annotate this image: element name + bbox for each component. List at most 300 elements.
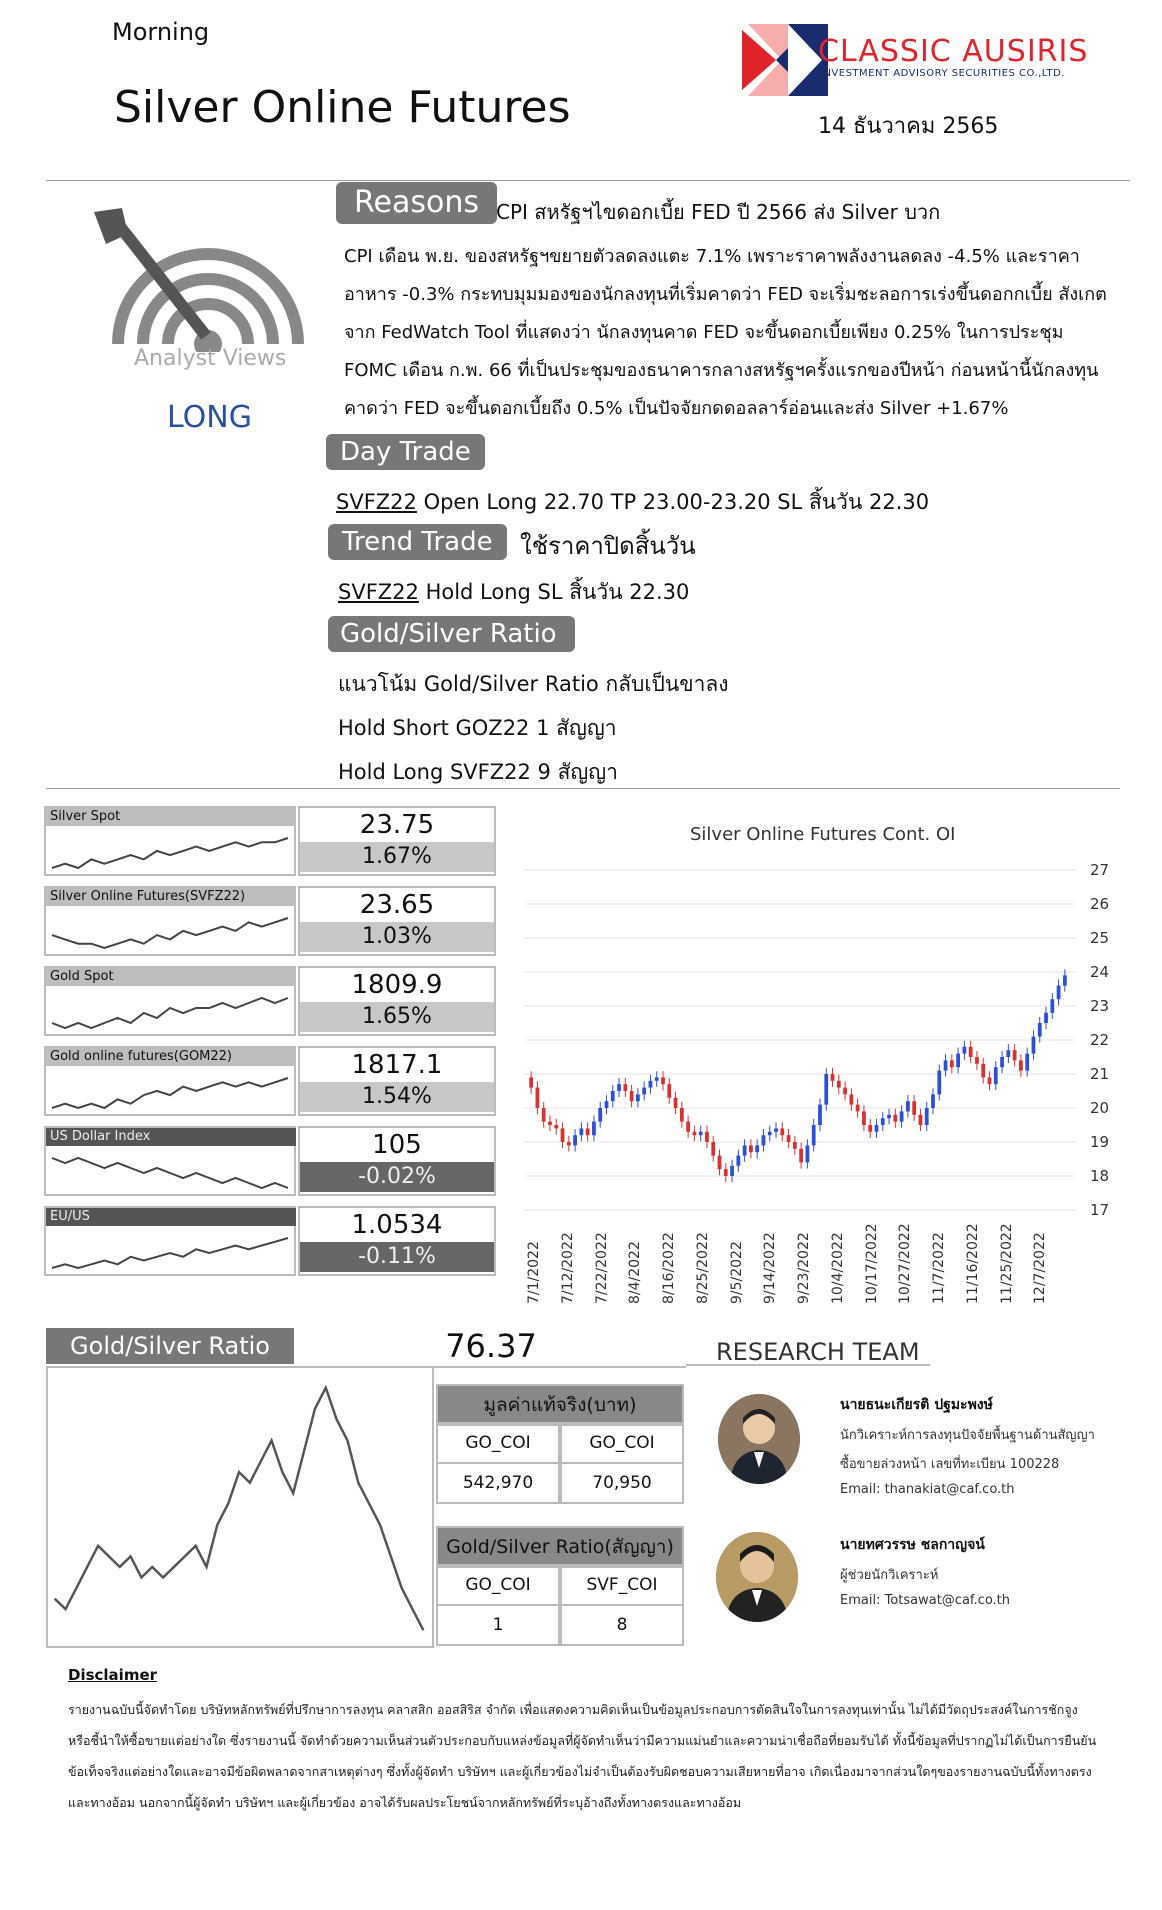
value-table-cell: 70,950 bbox=[560, 1462, 684, 1504]
candlestick-chart bbox=[520, 860, 1080, 1220]
trend-trade-plan bbox=[338, 576, 689, 609]
candle bbox=[636, 1088, 640, 1107]
market-value-box bbox=[298, 886, 496, 956]
company-subtitle: INVESTMENT ADVISORY SECURITIES CO.,LTD. bbox=[820, 68, 1065, 79]
market-row bbox=[44, 806, 496, 876]
candle-body bbox=[561, 1128, 565, 1142]
candle-body bbox=[749, 1145, 753, 1152]
contract-table-header: GO_COI bbox=[436, 1564, 560, 1606]
candle bbox=[605, 1095, 609, 1114]
market-change: 1.03% bbox=[300, 922, 494, 952]
reasons-line: อาหาร -0.3% กระทบมุมมองของนักลงทุนที่เริ่มคาดว่า FED จะเริ่มชะลอการเร่งขึ้นดอกกเบี้ย สังเกต bbox=[344, 284, 1107, 305]
candle-body bbox=[680, 1108, 684, 1122]
candle bbox=[925, 1102, 929, 1131]
x-tick-label: 10/17/2022 bbox=[863, 1223, 880, 1304]
candle bbox=[831, 1068, 835, 1087]
y-tick-label: 21 bbox=[1090, 1065, 1110, 1083]
market-value: 23.75 bbox=[359, 810, 435, 840]
candle-body bbox=[994, 1067, 998, 1084]
trend-trade-symbol: SVFZ22 bbox=[338, 580, 419, 604]
section-divider bbox=[46, 788, 1120, 789]
candle-body bbox=[931, 1094, 935, 1108]
candle-body bbox=[812, 1125, 816, 1145]
candle bbox=[969, 1041, 973, 1063]
candle-body bbox=[586, 1128, 590, 1135]
candle bbox=[881, 1112, 885, 1131]
market-name: US Dollar Index bbox=[46, 1128, 296, 1146]
y-tick-label: 27 bbox=[1090, 861, 1110, 879]
candle bbox=[806, 1139, 810, 1168]
company-logo-icon bbox=[742, 24, 828, 96]
candle bbox=[617, 1078, 621, 1097]
candle bbox=[542, 1102, 546, 1128]
candle bbox=[837, 1075, 841, 1094]
candle-body bbox=[862, 1111, 866, 1125]
candle bbox=[762, 1129, 766, 1151]
trend-trade-note: ใช้ราคาปิดสิ้นวัน bbox=[520, 532, 696, 560]
disclaimer-body bbox=[68, 1694, 1124, 1818]
sparkline-path bbox=[52, 918, 288, 948]
candle bbox=[699, 1126, 703, 1142]
day-trade-plan bbox=[336, 486, 929, 519]
y-tick-label: 24 bbox=[1090, 963, 1110, 981]
candle-body bbox=[730, 1166, 734, 1176]
market-row bbox=[44, 1046, 496, 1116]
y-tick-label: 25 bbox=[1090, 929, 1110, 947]
candle-body bbox=[818, 1105, 822, 1125]
candle bbox=[686, 1115, 690, 1137]
chart-x-axis bbox=[520, 1223, 1080, 1308]
candle bbox=[887, 1109, 891, 1125]
candle-body bbox=[799, 1149, 803, 1163]
candle-body bbox=[711, 1142, 715, 1156]
candle bbox=[956, 1047, 960, 1073]
candle-body bbox=[567, 1142, 571, 1145]
candle-body bbox=[1057, 986, 1061, 1000]
market-spark-box bbox=[44, 1046, 296, 1116]
candle-body bbox=[1050, 999, 1054, 1013]
candle-body bbox=[806, 1145, 810, 1162]
sparkline bbox=[48, 1228, 294, 1274]
candle-body bbox=[736, 1156, 740, 1166]
candle bbox=[730, 1160, 734, 1182]
candle-body bbox=[919, 1115, 923, 1125]
x-tick-label: 10/27/2022 bbox=[897, 1223, 914, 1304]
x-tick-label: 9/14/2022 bbox=[762, 1232, 779, 1304]
market-value-box bbox=[298, 1206, 496, 1276]
y-tick-label: 26 bbox=[1090, 895, 1110, 913]
day-trade-label: Day Trade bbox=[326, 434, 485, 470]
candle-body bbox=[1025, 1054, 1029, 1071]
market-value-box bbox=[298, 1046, 496, 1116]
reasons-line: FOMC เดือน ก.พ. 66 ที่เป็นประชุมของธนาคารกลางสหรัฐฯครั้งแรกของปีหน้า ก่อนหน้านี้นักลงทุน bbox=[344, 360, 1099, 381]
candle bbox=[799, 1143, 803, 1169]
member-name: นายทศวรรษ ชลกาญจน์ bbox=[840, 1537, 985, 1553]
trend-trade-label: Trend Trade bbox=[328, 524, 507, 560]
y-tick-label: 22 bbox=[1090, 1031, 1110, 1049]
candle bbox=[950, 1054, 954, 1073]
sparkline-path bbox=[52, 998, 288, 1028]
candle-body bbox=[774, 1128, 778, 1131]
avatar bbox=[716, 1532, 798, 1622]
candle bbox=[579, 1122, 583, 1141]
candle bbox=[611, 1085, 615, 1107]
x-tick-label: 11/16/2022 bbox=[964, 1223, 981, 1304]
gold-silver-line: Hold Long SVFZ22 9 สัญญา bbox=[338, 760, 618, 784]
x-tick-label: 10/4/2022 bbox=[829, 1232, 846, 1304]
candle bbox=[630, 1085, 634, 1107]
candle-body bbox=[893, 1115, 897, 1122]
candle bbox=[598, 1102, 602, 1128]
reasons-line: CPI เดือน พ.ย. ของสหรัฐฯขยายตัวลดลงแตะ 7.1% เพราะราคาพลังงานลดลง -4.5% และราคา bbox=[344, 246, 1080, 267]
candle-body bbox=[605, 1101, 609, 1108]
candle bbox=[1044, 1007, 1048, 1029]
market-name: Silver Online Futures(SVFZ22) bbox=[46, 888, 296, 906]
candle-body bbox=[762, 1135, 766, 1145]
sparkline bbox=[48, 828, 294, 874]
candle bbox=[1050, 993, 1054, 1019]
contract-table-header: SVF_COI bbox=[560, 1564, 684, 1606]
candle-body bbox=[1013, 1050, 1017, 1060]
candle bbox=[1063, 969, 1067, 991]
market-row bbox=[44, 1126, 496, 1196]
candle-body bbox=[875, 1125, 879, 1132]
market-row bbox=[44, 886, 496, 956]
candle-body bbox=[950, 1060, 954, 1067]
candle bbox=[856, 1098, 860, 1117]
x-tick-label: 9/23/2022 bbox=[796, 1232, 812, 1304]
chart-y-axis bbox=[1090, 860, 1130, 1220]
candle-body bbox=[975, 1057, 979, 1064]
gold-silver-line: Hold Short GOZ22 1 สัญญา bbox=[338, 716, 617, 740]
candle bbox=[667, 1078, 671, 1104]
market-value: 1817.1 bbox=[351, 1050, 443, 1080]
market-value-box bbox=[298, 1126, 496, 1196]
candle-body bbox=[1044, 1013, 1048, 1023]
analyst-views-label: Analyst Views bbox=[134, 346, 287, 371]
candle bbox=[768, 1126, 772, 1142]
candle bbox=[906, 1095, 910, 1117]
ratio-line-chart bbox=[46, 1366, 434, 1648]
analyst-call: LONG bbox=[167, 400, 252, 435]
market-name: Silver Spot bbox=[46, 808, 296, 826]
candle-body bbox=[724, 1169, 728, 1176]
candle-body bbox=[536, 1088, 540, 1108]
market-change: -0.11% bbox=[300, 1242, 494, 1272]
candle-body bbox=[906, 1101, 910, 1111]
candle bbox=[931, 1088, 935, 1114]
candle bbox=[963, 1041, 967, 1060]
candle-body bbox=[988, 1077, 992, 1084]
candle-body bbox=[1032, 1037, 1036, 1054]
candle bbox=[1013, 1044, 1017, 1066]
value-table-title: มูลค่าแท้จริง(บาท) bbox=[436, 1384, 684, 1426]
sparkline bbox=[48, 1068, 294, 1114]
ratio-value: 76.37 bbox=[296, 1326, 686, 1368]
candle-body bbox=[856, 1105, 860, 1112]
value-table-header: GO_COI bbox=[560, 1422, 684, 1464]
candle bbox=[705, 1126, 709, 1148]
candle-body bbox=[887, 1115, 891, 1118]
x-tick-label: 7/12/2022 bbox=[559, 1232, 576, 1304]
candle-body bbox=[981, 1064, 985, 1078]
candle bbox=[1019, 1054, 1023, 1076]
market-spark-box bbox=[44, 966, 296, 1036]
candle-body bbox=[693, 1132, 697, 1135]
candle-body bbox=[611, 1091, 615, 1101]
market-spark-box bbox=[44, 806, 296, 876]
person-icon bbox=[718, 1394, 800, 1484]
candle bbox=[1025, 1047, 1029, 1076]
candle-body bbox=[655, 1077, 659, 1080]
market-value-box bbox=[298, 806, 496, 876]
candle-body bbox=[1019, 1060, 1023, 1070]
reasons-body bbox=[344, 238, 1134, 428]
candle-body bbox=[831, 1074, 835, 1081]
header-divider bbox=[46, 180, 1130, 181]
x-tick-label: 9/5/2022 bbox=[728, 1241, 745, 1304]
market-spark-box bbox=[44, 1206, 296, 1276]
report-session: Morning bbox=[112, 18, 210, 46]
member-email: Email: Totsawat@caf.co.th bbox=[840, 1593, 1011, 1608]
disclaimer-line: รายงานฉบับนี้จัดทำโดย บริษัทหลักทรัพย์ที่ปรึกษาการลงทุน คลาสสิก ออสสิริส จำกัด เพื่อแสดงความคิดเห็นเป็นข้อมูลประกอบการตัดสินใจในการลงทุนเท่านั้น ไม่ได้มีวัตถุประสงค์ในการชักจูง bbox=[68, 1702, 1078, 1717]
reasons-label: Reasons bbox=[336, 182, 497, 224]
chart-title: Silver Online Futures Cont. OI bbox=[690, 824, 956, 845]
candle bbox=[843, 1081, 847, 1100]
disclaimer-line: และทางอ้อม นอกจากนี้ผู้จัดทำ บริษัทฯ และผู้เกี่ยวข้อง อาจได้รับผลประโยชน์จากหลักทรัพย์ที่ระบุอ้างถึงทั้งทางตรงและทางอ้อม bbox=[68, 1795, 742, 1810]
candle-body bbox=[661, 1077, 665, 1084]
candle-body bbox=[743, 1145, 747, 1155]
x-tick-label: 12/7/2022 bbox=[1032, 1232, 1049, 1304]
reasons-line: คาดว่า FED จะขึ้นดอกเบี้ยถึง 0.5% เป็นปัจจัยกดดอลลาร์อ่อนและส่ง Silver +1.67% bbox=[344, 398, 1009, 419]
candle-body bbox=[956, 1054, 960, 1068]
value-table-cell: 542,970 bbox=[436, 1462, 560, 1504]
y-tick-label: 23 bbox=[1090, 997, 1110, 1015]
candle-body bbox=[787, 1135, 791, 1142]
y-tick-label: 17 bbox=[1090, 1201, 1110, 1219]
y-tick-label: 20 bbox=[1090, 1099, 1110, 1117]
candle-body bbox=[579, 1128, 583, 1135]
candle-body bbox=[963, 1047, 967, 1054]
candle bbox=[680, 1102, 684, 1128]
candle-body bbox=[718, 1156, 722, 1170]
x-tick-label: 7/22/2022 bbox=[593, 1232, 610, 1304]
candle bbox=[944, 1054, 948, 1076]
candle bbox=[561, 1122, 565, 1148]
x-tick-label: 8/16/2022 bbox=[661, 1232, 677, 1304]
contract-table-title: Gold/Silver Ratio(สัญญา) bbox=[436, 1526, 684, 1568]
member-email: Email: thanakiat@caf.co.th bbox=[840, 1482, 1015, 1497]
candle-body bbox=[636, 1094, 640, 1101]
candle-body bbox=[843, 1088, 847, 1095]
candle-body bbox=[617, 1084, 621, 1091]
candle-body bbox=[674, 1098, 678, 1108]
candle bbox=[774, 1122, 778, 1138]
research-team-title: RESEARCH TEAM bbox=[716, 1338, 920, 1366]
candle-body bbox=[649, 1081, 653, 1088]
candle bbox=[724, 1163, 728, 1182]
person-icon bbox=[716, 1532, 798, 1622]
candle bbox=[875, 1119, 879, 1138]
candle-body bbox=[548, 1122, 552, 1125]
day-trade-text: Open Long 22.70 TP 23.00-23.20 SL สิ้นวัน 22.30 bbox=[416, 490, 930, 514]
candle bbox=[975, 1051, 979, 1070]
member-role: นักวิเคราะห์การลงทุนปัจจัยพื้นฐานด้านสัญญา bbox=[840, 1428, 1095, 1443]
candle bbox=[900, 1105, 904, 1127]
candle bbox=[862, 1105, 866, 1131]
x-tick-label: 8/25/2022 bbox=[694, 1232, 711, 1304]
market-value: 1.0534 bbox=[351, 1210, 443, 1240]
candle-body bbox=[598, 1108, 602, 1122]
candle-body bbox=[630, 1091, 634, 1101]
market-change: 1.67% bbox=[300, 842, 494, 872]
candle bbox=[793, 1136, 797, 1155]
candle bbox=[693, 1126, 697, 1142]
x-tick-label: 11/25/2022 bbox=[998, 1223, 1015, 1304]
candle-body bbox=[642, 1088, 646, 1095]
market-change: 1.54% bbox=[300, 1082, 494, 1112]
reasons-headline: CPI สหรัฐฯไขดอกเบี้ย FED ปี 2566 ส่ง Silver บวก bbox=[496, 200, 941, 224]
candle bbox=[736, 1149, 740, 1171]
candle-body bbox=[824, 1074, 828, 1105]
candle-body bbox=[868, 1125, 872, 1132]
candle-body bbox=[592, 1122, 596, 1136]
contract-table-cell: 1 bbox=[436, 1604, 560, 1646]
market-spark-box bbox=[44, 886, 296, 956]
gold-silver-label: Gold/Silver Ratio bbox=[328, 616, 575, 652]
market-value-box bbox=[298, 966, 496, 1036]
candle-body bbox=[900, 1111, 904, 1121]
report-title: Silver Online Futures bbox=[114, 82, 571, 133]
member-license: ซื้อขายล่วงหน้า เลขที่ทะเบียน 100228 bbox=[840, 1457, 1060, 1472]
candle-body bbox=[768, 1132, 772, 1135]
candle bbox=[937, 1064, 941, 1100]
candle bbox=[674, 1092, 678, 1114]
candle bbox=[1057, 979, 1061, 1005]
x-tick-label: 7/1/2022 bbox=[526, 1241, 542, 1304]
candle bbox=[812, 1119, 816, 1152]
candle-body bbox=[1000, 1057, 1004, 1067]
candle bbox=[893, 1109, 897, 1128]
sparkline-path bbox=[52, 1238, 288, 1268]
market-spark-box bbox=[44, 1126, 296, 1196]
sparkline-path bbox=[52, 1078, 288, 1108]
candle bbox=[548, 1115, 552, 1131]
candle-body bbox=[623, 1084, 627, 1091]
candle-body bbox=[554, 1125, 558, 1128]
candle-body bbox=[837, 1081, 841, 1088]
candle-body bbox=[705, 1132, 709, 1142]
candle-body bbox=[755, 1145, 759, 1152]
candle bbox=[912, 1095, 916, 1121]
candle-body bbox=[1006, 1050, 1010, 1057]
candle bbox=[567, 1136, 571, 1152]
value-table-header: GO_COI bbox=[436, 1422, 560, 1464]
candle bbox=[573, 1129, 577, 1151]
market-name: Gold Spot bbox=[46, 968, 296, 986]
candle bbox=[919, 1109, 923, 1131]
candle bbox=[592, 1115, 596, 1141]
candle-body bbox=[1038, 1023, 1042, 1037]
sparkline bbox=[48, 988, 294, 1034]
report-date: 14 ธันวาคม 2565 bbox=[818, 114, 999, 139]
company-name: CLASSIC AUSIRIS bbox=[818, 34, 1089, 69]
ratio-label: Gold/Silver Ratio bbox=[46, 1328, 294, 1364]
candle-body bbox=[1063, 975, 1067, 985]
target-arrow-icon bbox=[88, 204, 306, 352]
candle bbox=[1032, 1030, 1036, 1059]
candle-body bbox=[686, 1122, 690, 1132]
candle bbox=[849, 1088, 853, 1110]
candle-body bbox=[529, 1077, 533, 1087]
candle bbox=[1006, 1044, 1010, 1063]
contract-table-cell: 8 bbox=[560, 1604, 684, 1646]
market-value: 23.65 bbox=[359, 890, 435, 920]
x-tick-label: 11/7/2022 bbox=[931, 1232, 947, 1304]
candle-body bbox=[944, 1060, 948, 1070]
disclaimer-line: ข้อเท็จจริงแต่อย่างใดและอาจมีข้อผิดพลาดจากสาเหตุต่างๆ ซึ่งทั้งผู้จัดทำ บริษัทฯ และผู้เกี่ยวข้องไม่จำเป็นต้องรับผิดชอบความเสียหายที่อาจ เกิดเนื่องมาจากส่วนใดๆของรายงานฉบับนี้ทั้งทางตรง bbox=[68, 1764, 1092, 1779]
candle bbox=[642, 1081, 646, 1100]
team-member bbox=[840, 1534, 1140, 1608]
candle bbox=[981, 1058, 985, 1084]
reasons-line: จาก FedWatch Tool ที่แสดงว่า นักลงทุนคาด FED จะขึ้นดอกเบี้ยเพียง 0.25% ในการประชุม bbox=[344, 322, 1064, 343]
candle-body bbox=[969, 1047, 973, 1057]
market-row bbox=[44, 1206, 496, 1276]
candle-body bbox=[925, 1108, 929, 1125]
candle bbox=[529, 1071, 533, 1093]
candle-body bbox=[937, 1071, 941, 1095]
market-summary bbox=[44, 806, 496, 1280]
candle bbox=[818, 1098, 822, 1131]
candle bbox=[1000, 1051, 1004, 1073]
candle-body bbox=[849, 1094, 853, 1104]
candle bbox=[780, 1122, 784, 1141]
candle-body bbox=[699, 1132, 703, 1135]
market-change: -0.02% bbox=[300, 1162, 494, 1192]
market-value: 1809.9 bbox=[351, 970, 443, 1000]
candle bbox=[787, 1129, 791, 1148]
member-role: ผู้ช่วยนักวิเคราะห์ bbox=[840, 1568, 939, 1583]
market-value: 105 bbox=[372, 1130, 422, 1160]
sparkline-path bbox=[52, 838, 288, 868]
candle bbox=[868, 1119, 872, 1138]
market-name: Gold online futures(GOM22) bbox=[46, 1048, 296, 1066]
candle bbox=[711, 1136, 715, 1162]
sparkline bbox=[48, 1148, 294, 1194]
x-tick-label: 8/4/2022 bbox=[627, 1241, 644, 1304]
disclaimer-line: หรือชี้นำให้ซื้อขายแต่อย่างใด ซึ่งรายงานนี้ จัดทำด้วยความเห็นส่วนตัวประกอบกับแหล่งข้อมูลที่ผู้จัดทำเห็นว่ามีความแม่นยำและความน่าเชื่อถือที่ยอมรับได้ ทั้งนี้ข้อมูลที่ปรากฏไม่ได้เป็นการยืนยัน bbox=[68, 1733, 1097, 1748]
y-tick-label: 18 bbox=[1090, 1167, 1110, 1185]
candle-body bbox=[780, 1128, 784, 1135]
market-name: EU/US bbox=[46, 1208, 296, 1226]
member-name: นายธนะเกียรติ ปฐมะพงษ์ bbox=[840, 1397, 993, 1413]
ratio-series-line bbox=[55, 1388, 424, 1631]
candle-body bbox=[667, 1084, 671, 1098]
sparkline-path bbox=[52, 1158, 288, 1188]
candle-body bbox=[912, 1101, 916, 1115]
candle-body bbox=[881, 1118, 885, 1125]
day-trade-symbol: SVFZ22 bbox=[336, 490, 417, 514]
candle bbox=[743, 1139, 747, 1161]
candle bbox=[824, 1068, 828, 1111]
gold-silver-line: แนวโน้ม Gold/Silver Ratio กลับเป็นขาลง bbox=[338, 672, 729, 696]
candle-body bbox=[542, 1108, 546, 1122]
candle bbox=[536, 1081, 540, 1114]
disclaimer-title: Disclaimer bbox=[68, 1666, 158, 1684]
y-tick-label: 19 bbox=[1090, 1133, 1110, 1151]
candle bbox=[718, 1149, 722, 1175]
trend-trade-text: Hold Long SL สิ้นวัน 22.30 bbox=[418, 580, 690, 604]
